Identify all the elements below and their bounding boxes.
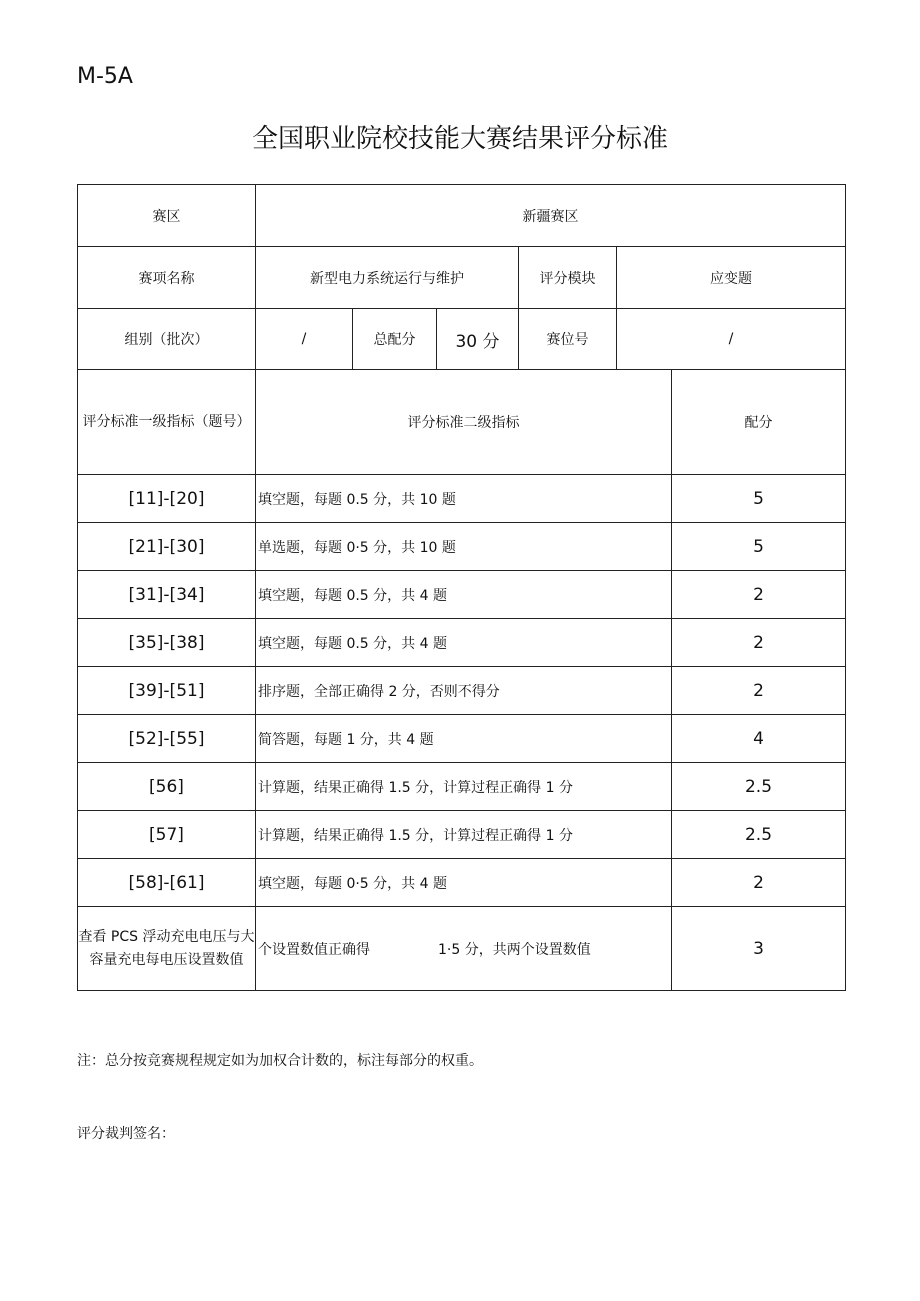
row-score: 2 — [672, 619, 846, 667]
score-header: 配分 — [672, 370, 846, 475]
table-row — [78, 571, 846, 619]
document-code: M-5A — [77, 64, 133, 89]
seat-value: / — [617, 309, 846, 370]
row-last-desc-b: 1·5 分，共两个设置数值 — [438, 941, 591, 958]
table-row — [78, 811, 846, 859]
row-id: [11]-[20] — [78, 475, 256, 523]
row-desc: 单选题，每题 0·5 分，共 10 题 — [256, 523, 672, 571]
table-row-last — [78, 907, 846, 991]
group-row — [78, 309, 846, 370]
row-score: 2 — [672, 859, 846, 907]
table-row — [78, 763, 846, 811]
table-row — [78, 619, 846, 667]
row-id: [35]-[38] — [78, 619, 256, 667]
row-id: [57] — [78, 811, 256, 859]
module-value: 应变题 — [617, 247, 846, 309]
scoring-table — [77, 184, 846, 991]
total-value: 30 分 — [437, 309, 519, 370]
region-label: 赛区 — [78, 185, 256, 247]
row-score: 5 — [672, 475, 846, 523]
event-row — [78, 247, 846, 309]
row-id: [39]-[51] — [78, 667, 256, 715]
region-row — [78, 185, 846, 247]
level2-header: 评分标准二级指标 — [256, 370, 672, 475]
row-desc: 简答题，每题 1 分，共 4 题 — [256, 715, 672, 763]
row-score: 2 — [672, 667, 846, 715]
row-id: [52]-[55] — [78, 715, 256, 763]
row-desc: 填空题，每题 0.5 分，共 10 题 — [256, 475, 672, 523]
row-score: 2 — [672, 571, 846, 619]
region-value: 新疆赛区 — [256, 185, 846, 247]
row-last-score: 3 — [672, 907, 846, 991]
group-label: 组别（批次） — [78, 309, 256, 370]
row-desc: 填空题，每题 0.5 分，共 4 题 — [256, 619, 672, 667]
row-score: 5 — [672, 523, 846, 571]
group-value: / — [256, 309, 353, 370]
row-score: 2.5 — [672, 811, 846, 859]
table-row — [78, 667, 846, 715]
row-last-desc — [256, 907, 672, 991]
row-desc: 排序题，全部正确得 2 分，否则不得分 — [256, 667, 672, 715]
row-id: [58]-[61] — [78, 859, 256, 907]
seat-label: 赛位号 — [519, 309, 617, 370]
row-id: [21]-[30] — [78, 523, 256, 571]
note: 注：总分按竞赛规程规定如为加权合计数的，标注每部分的权重。 — [77, 1053, 483, 1069]
row-desc: 计算题，结果正确得 1.5 分，计算过程正确得 1 分 — [256, 811, 672, 859]
row-desc: 填空题，每题 0.5 分，共 4 题 — [256, 571, 672, 619]
level1-header: 评分标准一级指标（题号） — [78, 370, 256, 475]
row-last-desc-a: 个设置数值正确得 — [258, 941, 370, 958]
table-row — [78, 523, 846, 571]
table-row — [78, 475, 846, 523]
event-label: 赛项名称 — [78, 247, 256, 309]
row-last-id: 查看 PCS 浮动充电电压与大容量充电每电压设置数值 — [78, 907, 256, 991]
row-score: 2.5 — [672, 763, 846, 811]
event-value: 新型电力系统运行与维护 — [256, 247, 519, 309]
row-id: [31]-[34] — [78, 571, 256, 619]
row-id: [56] — [78, 763, 256, 811]
column-header-row — [78, 370, 846, 475]
table-row — [78, 715, 846, 763]
total-label: 总配分 — [353, 309, 437, 370]
module-label: 评分模块 — [519, 247, 617, 309]
table-row — [78, 859, 846, 907]
signature-label: 评分裁判签名： — [77, 1126, 175, 1142]
row-score: 4 — [672, 715, 846, 763]
row-desc: 计算题，结果正确得 1.5 分，计算过程正确得 1 分 — [256, 763, 672, 811]
row-desc: 填空题，每题 0·5 分，共 4 题 — [256, 859, 672, 907]
page-title: 全国职业院校技能大赛结果评分标准 — [251, 124, 668, 154]
